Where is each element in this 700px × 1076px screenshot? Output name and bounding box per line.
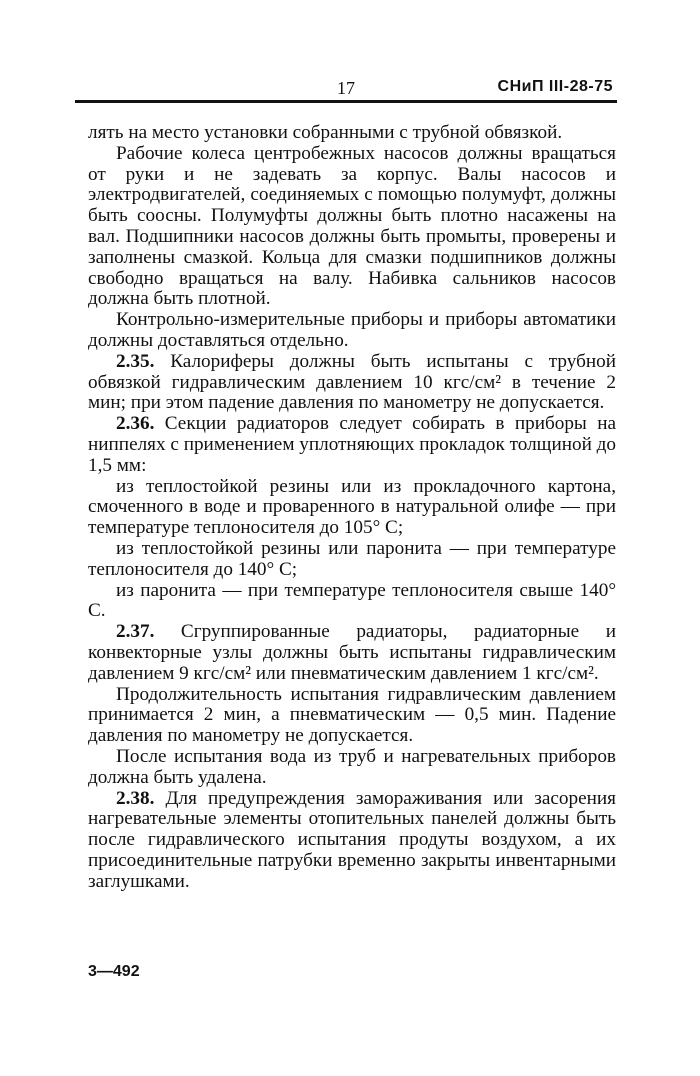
paragraph-text: Контрольно-измерительные приборы и приборы автоматики должны доставляться отдельно. (88, 309, 616, 351)
paragraph-text: Рабочие колеса центробежных насосов должны вращаться от руки и не задевать за корпус. Валы насосов и электродвигателей, соединяемых с помощью полумуфт, должны быть соосны. Полумуфты должны быть плотно насажены на вал. Подшипники насосов должны быть промыты, проверены и заполнены смазкой. Кольца для смазки подшипников должны свободно вращаться на валу. Набивка сальников насосов должна быть плотной. (88, 142, 616, 310)
paragraph-text: Калориферы должны быть испытаны с трубной обвязкой гидравлическим давлением 10 кгс/см² в течение 2 мин; при этом падение давления по манометру не допускается. (88, 350, 616, 414)
paragraph-text: Продолжительность испытания гидравлическим давлением принимается 2 мин, а пневматическим — 0,5 мин. Падение давления по манометру не допускается. (88, 683, 616, 747)
list-item-rubber-paronite (88, 539, 616, 581)
clause-number: 2.35. (116, 350, 155, 372)
paragraph-water-removal (88, 747, 616, 789)
page-number: 17 (337, 78, 355, 98)
paragraph-text: из паронита — при температуре теплоносителя свыше 140° С. (88, 579, 616, 622)
clause-2-36 (88, 414, 616, 476)
paragraph-instruments (88, 310, 616, 352)
clause-number: 2.38. (116, 787, 155, 809)
paragraph-text: из теплостойкой резины или паронита — при температуре теплоносителя до 140° С; (88, 537, 616, 580)
document-code: СНиП III-28-75 (497, 78, 613, 95)
paragraph-text: лять на место установки собранными с трубной обвязкой. (88, 122, 563, 143)
clause-number: 2.36. (116, 413, 155, 435)
paragraph-text: Для предупреждения замораживания или засорения нагревательные элементы отопительных панелей должны быть после гидравлического испытания продуты воздухом, а их присоединительные патрубки временно закрыты инвентарными заглушками. (88, 787, 616, 892)
list-item-rubber-cardboard (88, 477, 616, 539)
paragraph-text: После испытания вода из труб и нагревательных приборов должна быть удалена. (88, 745, 616, 788)
paragraph-continuation (88, 123, 616, 144)
clause-2-37 (88, 622, 616, 684)
paragraph-text: Секции радиаторов следует собирать в приборы на ниппелях с применением уплотняющих прокладок толщиной до 1,5 мм: (88, 413, 617, 476)
paragraph-text: Сгруппированные радиаторы, радиаторные и конвекторные узлы должны быть испытаны гидравлическим давлением 9 кгс/см² или пневматическим давлением 1 кгс/см². (88, 621, 616, 684)
paragraph-text: из теплостойкой резины или из прокладочного картона, смоченного в воде и проваренного в натуральной олифе — при температуре теплоносителя до 105° С; (88, 475, 616, 539)
document-body (88, 123, 616, 892)
clause-2-38 (88, 789, 616, 893)
clause-2-35 (88, 352, 616, 414)
clause-number: 2.37. (116, 621, 155, 643)
list-item-paronite (88, 581, 616, 623)
paragraph-pump-requirements (88, 144, 616, 310)
signature-mark: 3—492 (88, 963, 140, 980)
paragraph-test-duration (88, 685, 616, 747)
header-rule (75, 100, 617, 103)
page-header (75, 78, 617, 102)
